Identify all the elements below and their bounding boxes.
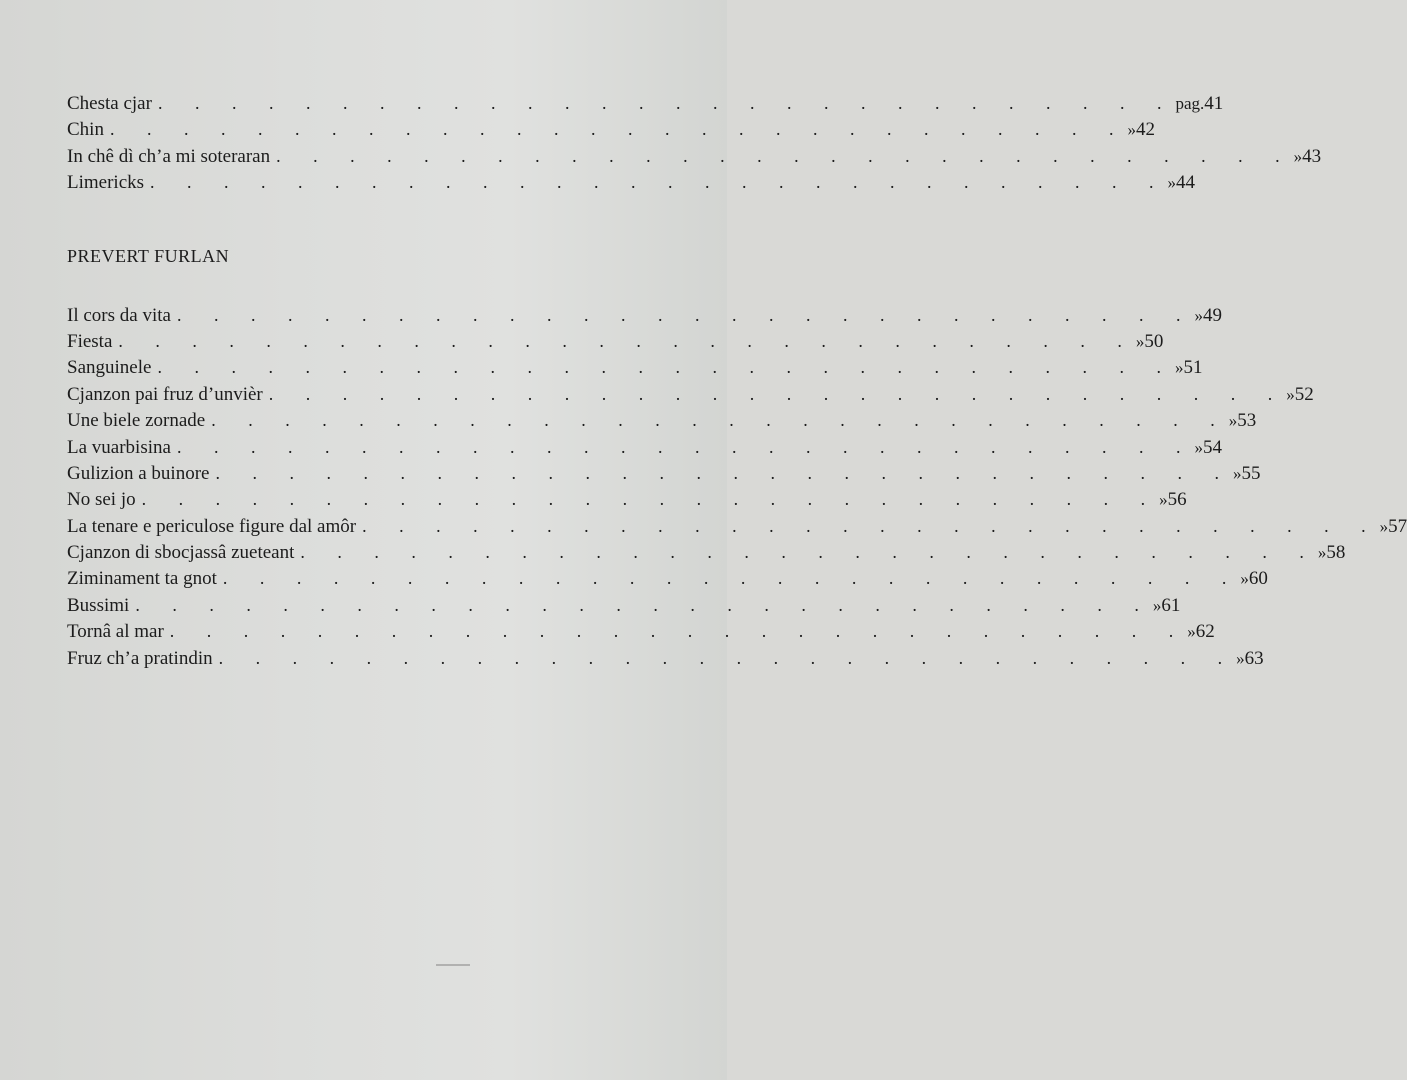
toc-entry (67, 565, 1268, 591)
toc-entry (67, 486, 1187, 512)
dot-leader: . . . . . . . . . . . . . . . . . . . . . . . . . . . . (362, 515, 1380, 536)
page-marker: pag. (1175, 94, 1205, 113)
page-marker: » (1293, 146, 1303, 166)
dot-leader: . . . . . . . . . . . . . . . . . . . . . . . . . . . . (169, 621, 1188, 642)
toc-entry (67, 381, 1314, 407)
entry-title: Bussimi (67, 594, 130, 616)
page-number: 41 (1204, 93, 1224, 114)
entry-title: In chê dì ch’a mi soteraran (67, 145, 271, 167)
entry-title: Fiesta (67, 330, 113, 352)
page-number: 51 (1183, 357, 1203, 379)
dot-leader: . . . . . . . . . . . . . . . . . . . . . . . . . . . . (211, 410, 1229, 431)
entry-title: Une biele zornade (67, 410, 206, 432)
page-marker: » (1152, 595, 1162, 615)
page-number: 62 (1195, 621, 1215, 643)
toc-entry (67, 116, 1155, 142)
ink-smudge (436, 964, 470, 966)
dot-leader: . . . . . . . . . . . . . . . . . . . . . . . . . . . . (300, 542, 1318, 563)
dot-leader: . . . . . . . . . . . . . . . . . . . . . . . . . . . . (176, 304, 1195, 325)
page-marker: » (1174, 358, 1184, 378)
page-number: 42 (1135, 119, 1155, 141)
page-marker: » (1228, 411, 1238, 431)
page-number: 52 (1294, 383, 1314, 405)
page-marker: » (1194, 305, 1203, 325)
page-marker: » (1127, 120, 1136, 140)
toc-entry (67, 407, 1257, 433)
dot-leader: . . . . . . . . . . . . . . . . . . . . . . . . . . . . (109, 119, 1128, 140)
dot-leader: . . . . . . . . . . . . . . . . . . . . . . . . . . . . (141, 489, 1160, 510)
toc-entry (67, 302, 1222, 328)
entry-title: Gulizion a buinore (67, 462, 210, 484)
entry-title: Fruz ch’a pratindin (67, 647, 213, 669)
toc-entry (67, 354, 1203, 380)
page-number: 61 (1161, 594, 1181, 616)
page-number: 60 (1248, 568, 1268, 590)
entry-title: Sanguinele (67, 357, 152, 379)
page-marker: » (1194, 437, 1203, 457)
spacer (67, 276, 664, 302)
entry-title: Tornâ al mar (67, 621, 164, 643)
page-number: 63 (1244, 647, 1264, 669)
page-number: 43 (1302, 145, 1322, 167)
dot-leader: . . . . . . . . . . . . . . . . . . . . . . . . . . . . (176, 436, 1195, 457)
section-heading: PREVERT FURLAN (67, 245, 230, 266)
page-number: 44 (1176, 172, 1196, 194)
toc-entry (67, 90, 1224, 116)
dot-leader: . . . . . . . . . . . . . . . . . . . . . . . . . . . . (157, 93, 1176, 113)
page-marker: » (1167, 173, 1177, 193)
toc-entry (67, 460, 1261, 486)
page-marker: » (1286, 384, 1295, 404)
toc-entry (67, 169, 1196, 195)
dot-leader: . . . . . . . . . . . . . . . . . . . . . . . . . . . . (218, 647, 1237, 668)
dot-leader: . . . . . . . . . . . . . . . . . . . . . . . . . . . . (276, 145, 1294, 166)
page-number: 55 (1241, 462, 1261, 484)
entry-title: Cjanzon pai fruz d’unvièr (67, 383, 263, 405)
page-number: 54 (1202, 436, 1222, 458)
page-marker: » (1187, 622, 1196, 642)
entry-title: La tenare e periculose figure dal amôr (67, 515, 357, 537)
toc-entry (67, 592, 1181, 618)
entry-title: La vuarbisina (67, 436, 171, 458)
page-marker: » (1317, 543, 1327, 563)
page-marker: » (1159, 490, 1168, 510)
dot-leader: . . . . . . . . . . . . . . . . . . . . . . . . . . . . (215, 462, 1233, 483)
page-marker: » (1232, 463, 1242, 483)
toc-entry (67, 618, 1215, 644)
page-marker: » (1236, 648, 1245, 668)
dot-leader: . . . . . . . . . . . . . . . . . . . . . . . . . . . . (222, 568, 1241, 589)
toc-entry (67, 434, 1222, 460)
page-number: 57 (1388, 515, 1407, 537)
toc-entry (67, 328, 1164, 354)
entry-title: Ziminament ta gnot (67, 568, 217, 590)
entry-title: Cjanzon di sbocjassâ zueteant (67, 542, 295, 564)
page-number: 49 (1202, 304, 1222, 326)
page-marker: » (1379, 516, 1389, 536)
page-number: 58 (1326, 542, 1346, 564)
toc-entry (67, 513, 1407, 539)
page-number: 56 (1167, 489, 1187, 511)
entry-title: Chesta cjar (67, 93, 152, 114)
dot-leader: . . . . . . . . . . . . . . . . . . . . . . . . . . . . (150, 172, 1168, 193)
dot-leader: . . . . . . . . . . . . . . . . . . . . . . . . . . . . (118, 330, 1136, 351)
entry-title: Il cors da vita (67, 304, 171, 326)
entry-title: Chin (67, 119, 104, 141)
page-marker: » (1135, 331, 1145, 351)
dot-leader: . . . . . . . . . . . . . . . . . . . . . . . . . . . . (268, 383, 1287, 404)
table-of-contents (67, 90, 1407, 671)
entry-title: Limericks (67, 172, 145, 194)
toc-entry (67, 143, 1322, 169)
toc-entry (67, 539, 1346, 565)
page-marker: » (1240, 569, 1249, 589)
toc-entry (67, 645, 1264, 671)
page-number: 50 (1144, 330, 1164, 352)
dot-leader: . . . . . . . . . . . . . . . . . . . . . . . . . . . . (135, 594, 1153, 615)
entry-title: No sei jo (67, 489, 136, 511)
page-number: 53 (1237, 410, 1257, 432)
dot-leader: . . . . . . . . . . . . . . . . . . . . . . . . . . . . (157, 357, 1175, 378)
